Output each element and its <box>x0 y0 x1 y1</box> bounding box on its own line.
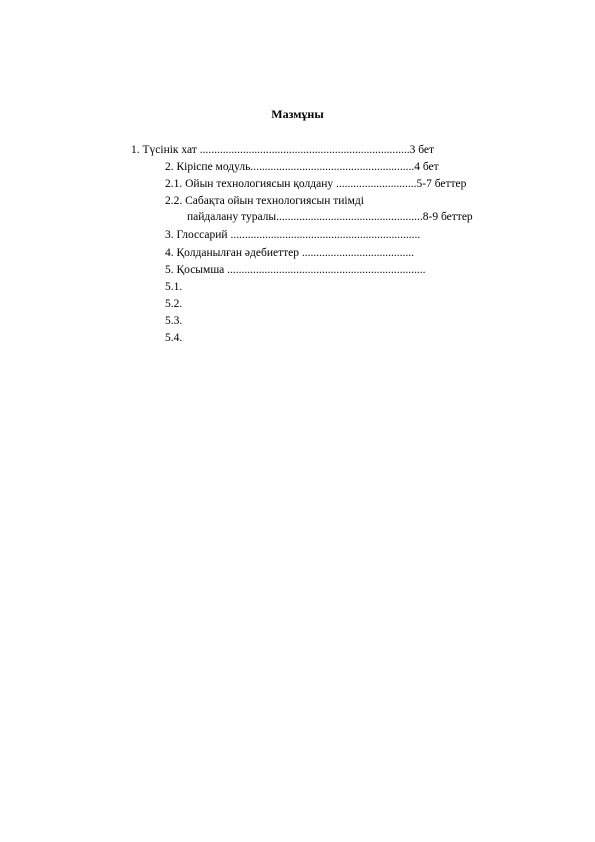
toc-entry-4: 4. Қолданылған әдебиеттер ....................................... <box>165 247 415 259</box>
toc-entry-5-3: 5.3. <box>165 315 183 327</box>
toc-entry-1: 1. Түсінік хат .........................................................................3 бет <box>131 144 435 156</box>
toc-entry-5-4: 5.4. <box>165 332 183 344</box>
toc-entry-2-1: 2.1. Ойын технологиясын қолдану ............................5-7 беттер <box>165 178 467 190</box>
toc-entry-5-1: 5.1. <box>165 281 183 293</box>
toc-entry-2-2: 2.2. Сабақта ойын технологиясын тиімді <box>165 195 364 207</box>
toc-entry-3: 3. Глоссарий .................................................................. <box>165 229 421 241</box>
toc-entry-5: 5. Қосымша ..................................................................... <box>165 264 426 276</box>
document-title: Мазмұны <box>271 107 324 121</box>
toc-entry-2: 2. Кіріспе модуль.........................................................4 бет <box>165 161 439 173</box>
toc-entry-2-2-continued: пайдалану туралы...................................................8-9 беттер <box>187 211 473 223</box>
toc-entry-5-2: 5.2. <box>165 298 183 310</box>
